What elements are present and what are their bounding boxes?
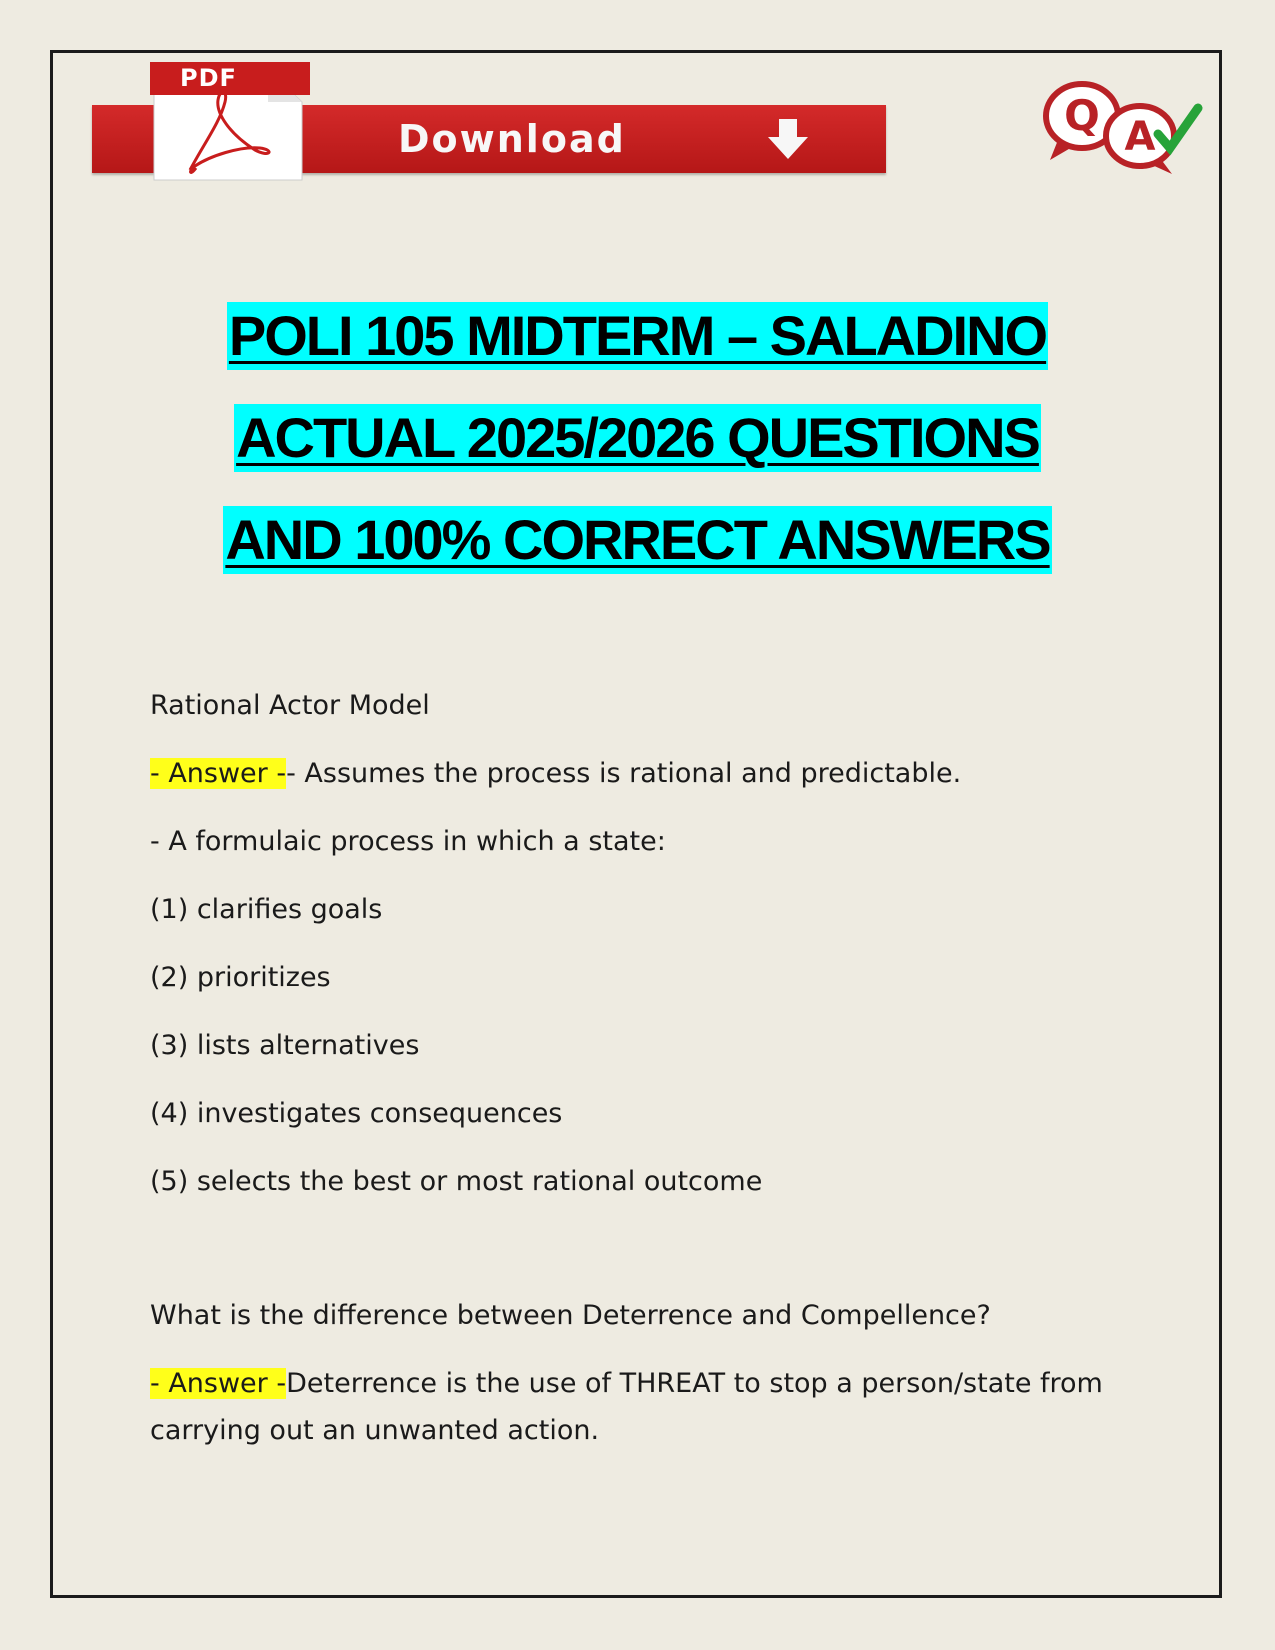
spacer [150,1230,1140,1296]
logo-q: Q [1064,91,1100,140]
title-line-3: AND 100% CORRECT ANSWERS [223,506,1051,574]
adobe-pdf-icon [150,62,305,182]
answer-1-line-3: (1) clarifies goals [150,894,383,925]
document-title [0,302,1275,608]
download-label: Download [398,117,626,161]
answer-1-line-1 [150,754,1140,794]
answer-1-line-5: (3) lists alternatives [150,1030,420,1061]
answer-1-line-2: - A formulaic process in which a state: [150,826,666,857]
answer-tag: - Answer - [150,758,287,789]
download-arrow-icon [764,115,812,163]
qa-content [150,686,1140,1482]
pdf-download-banner[interactable] [92,60,886,180]
answer-tag: - Answer - [150,1368,287,1399]
question-1: Rational Actor Model [150,690,430,721]
qa-check-logo [1040,78,1210,178]
title-line-1: POLI 105 MIDTERM – SALADINO [227,302,1048,370]
answer-1-line-4: (2) prioritizes [150,962,331,993]
logo-a: A [1124,114,1156,160]
answer-text: - Assumes the process is rational and predictable. [286,758,962,789]
pdf-label: PDF [150,62,310,95]
answer-1-line-7: (5) selects the best or most rational outcome [150,1166,763,1197]
answer-text: Deterrence is the use of THREAT to stop a person/state from carrying out an unwanted action. [150,1368,1103,1446]
title-line-2: ACTUAL 2025/2026 QUESTIONS [234,404,1041,472]
question-2: What is the difference between Deterrence and Compellence? [150,1300,991,1331]
answer-1-line-6: (4) investigates consequences [150,1098,563,1129]
answer-2 [150,1360,1140,1454]
